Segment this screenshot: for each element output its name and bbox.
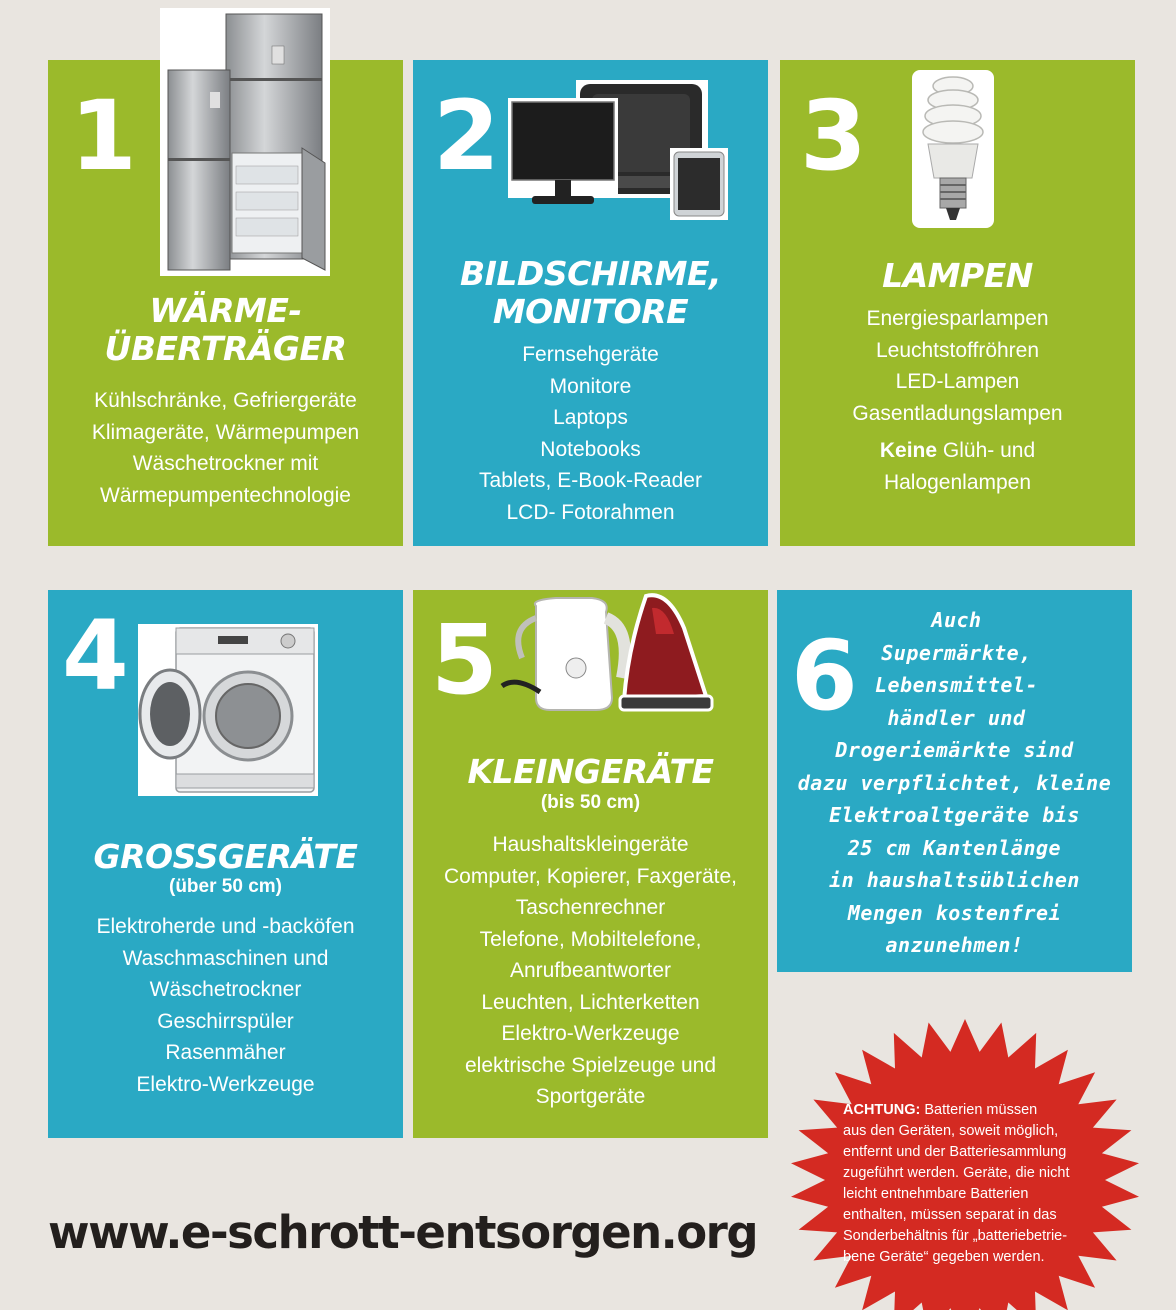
card-subtitle: (bis 50 cm): [540, 792, 641, 813]
kettle-iron-icon: [496, 588, 718, 720]
list-item: Leuchten, Lichterketten: [481, 990, 700, 1014]
card-items: [413, 339, 768, 528]
list-item: Geschirrspüler: [157, 1009, 294, 1033]
card-title: BILDSCHIRME, MONITORE: [459, 254, 722, 331]
list-item: Leuchtstoffröhren: [875, 338, 1040, 362]
card-items: [780, 303, 1135, 429]
card-title: LAMPEN: [882, 256, 1033, 295]
list-item: Laptops: [553, 406, 628, 429]
list-item: Waschmaschinen und: [122, 946, 329, 970]
list-item: Rasenmäher: [165, 1041, 286, 1064]
card-number: 6: [791, 620, 858, 732]
list-item: LCD- Fotorahmen: [506, 500, 675, 524]
monitor-tv-tablet-icon: [508, 80, 730, 222]
card-items: [48, 911, 403, 1100]
energy-saving-bulb-icon: [912, 70, 994, 228]
card-note: Keine Glüh- und Halogenlampen: [879, 439, 1036, 494]
warning-text: ACHTUNG: Batterien müssen aus den Geräten, soweit möglich, entfernt und der Batteriesammlung zugeführt werden. Geräte, die nicht leicht entnehmbare Batterien enthalten, müssen separat in das Sonderbehältnis für „batteriebetrie- bene Geräte“ gegeben werden.: [843, 1102, 1070, 1265]
list-item: LED-Lampen: [895, 370, 1020, 393]
list-item: Anrufbeantworter: [509, 959, 672, 982]
card-title: WÄRME- ÜBERTRÄGER: [104, 291, 347, 368]
list-item: elektrische Spielzeuge und: [465, 1053, 716, 1077]
card-number: 4: [62, 600, 129, 712]
card-number: 2: [433, 80, 500, 192]
list-item: Computer, Kopierer, Faxgeräte,: [444, 864, 737, 888]
card-number: 3: [800, 80, 867, 192]
card-number: 5: [431, 604, 498, 716]
refrigerator-icon: [160, 8, 330, 276]
list-item: Notebooks: [540, 437, 641, 461]
website-url[interactable]: www.e-schrott-entsorgen.org: [48, 1206, 758, 1259]
list-item: Taschenrechner: [515, 896, 666, 919]
list-item: Wäschetrockner: [149, 978, 302, 1001]
card-info-text: Auch Supermärkte, Lebensmittel- händler und Drogeriemärkte sind dazu verpflichtet, kleine Elektroaltgeräte bis 25 cm Kantenlänge in haushaltsüblichen Mengen kostenfrei anzunehmen!: [797, 608, 1112, 957]
list-item: Sportgeräte: [535, 1085, 646, 1108]
list-item: Kühlschränke, Gefriergeräte: [94, 389, 357, 412]
list-item: Tablets, E-Book-Reader: [479, 469, 702, 492]
list-item: Energiesparlampen: [866, 307, 1049, 330]
card-items: [413, 829, 768, 1113]
washing-machine-icon: [138, 624, 318, 796]
list-item: Gasentladungslampen: [852, 401, 1063, 425]
card-title: KLEINGERÄTE: [467, 752, 714, 791]
list-item: Wäschetrockner mit: [132, 452, 319, 475]
card-items: [48, 385, 403, 511]
list-item: Elektro-Werkzeuge: [136, 1072, 315, 1096]
list-item: Haushaltskleingeräte: [492, 833, 689, 856]
list-item: Elektroherde und -backöfen: [96, 915, 355, 938]
list-item: Telefone, Mobiltelefone,: [479, 927, 702, 951]
list-item: Fernsehgeräte: [522, 343, 659, 366]
card-haendler-info: [777, 590, 1132, 972]
list-item: Monitore: [549, 374, 632, 398]
list-item: Wärmepumpentechnologie: [100, 483, 351, 507]
card-number: 1: [70, 80, 137, 192]
list-item: Elektro-Werkzeuge: [501, 1022, 680, 1045]
card-title: GROSSGERÄTE: [93, 837, 358, 876]
card-subtitle: (über 50 cm): [169, 876, 282, 897]
list-item: Klimageräte, Wärmepumpen: [91, 420, 360, 444]
